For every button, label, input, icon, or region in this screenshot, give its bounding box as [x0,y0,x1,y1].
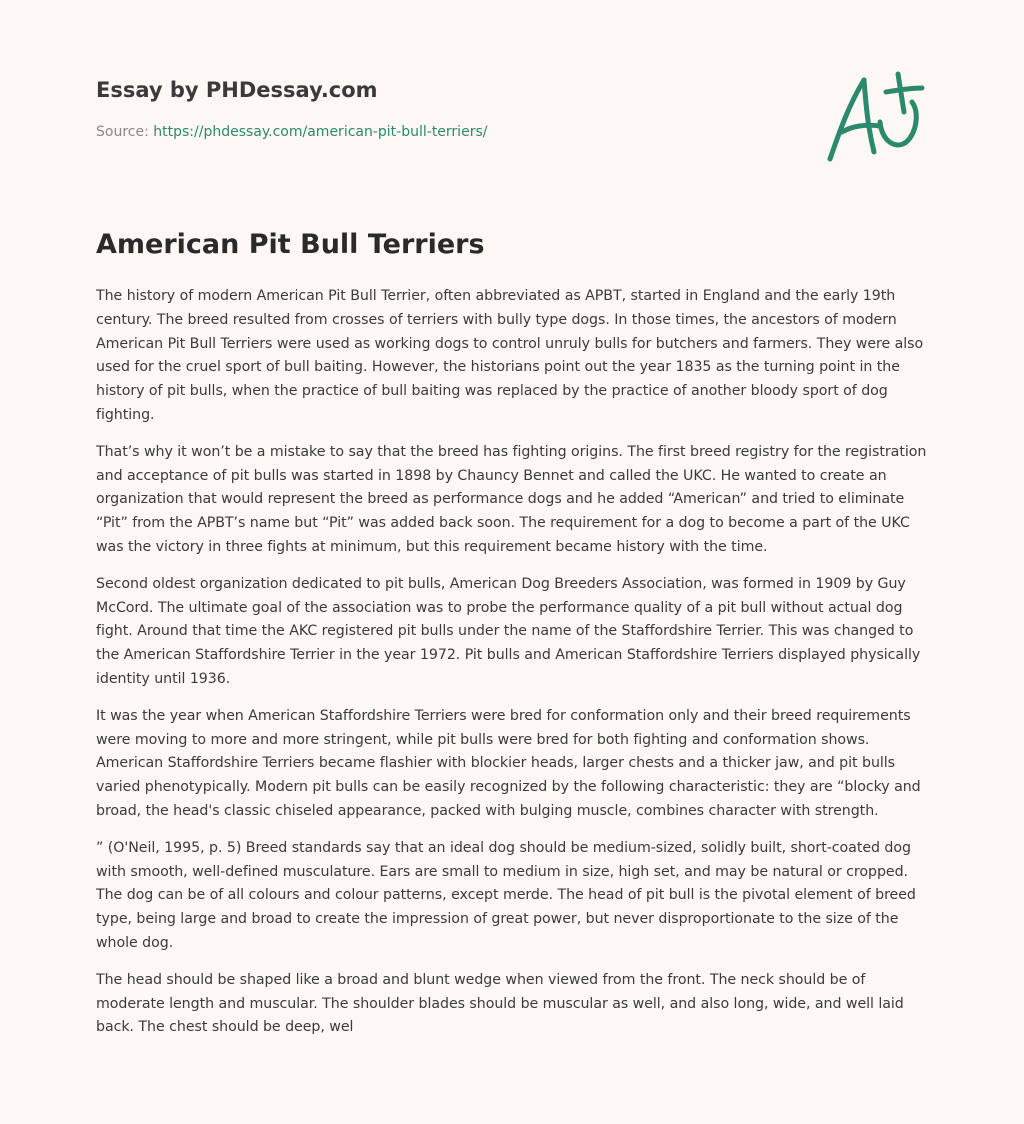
paragraph: The head should be shaped like a broad and blunt wedge when viewed from the front. The neck should be of moderate length and muscular. The shoulder blades should be muscular as well, and also long, wide, and well laid back. The chest should be deep, wel [96,971,904,1036]
site-title: Essay by PHDessay.com [96,78,378,102]
source-line [96,122,816,142]
paragraph: Second oldest organization dedicated to pit bulls, American Dog Breeders Association, was formed in 1909 by Guy McCord. The ultimate goal of the association was to probe the performance quality of a pit bull without actual dog fight. Around that time the AKC registered pit bulls under the name of the Staffordshire Terrier. This was changed to the American Staffordshire Terrier in the year 1972. Pit bulls and American Staffordshire Terriers displayed physically identity until 1936. [96,575,921,687]
site-header [96,76,816,142]
article-body [96,285,934,1110]
article-title: American Pit Bull Terriers [96,229,485,260]
source-label: Source: [96,124,149,140]
paragraph: ” (O'Neil, 1995, p. 5) Breed standards say that an ideal dog should be medium-sized, solidly built, short-coated dog with smooth, well-defined musculature. Ears are small to medium in size, high set, and may be natural or cropped. The dog can be of all colours and colour patterns, except merde. The head of pit bull is the pivotal element of breed type, being large and broad to create the impression of great power, but never disproportionate to the size of the whole dog. [96,839,916,951]
paragraph: The history of modern American Pit Bull Terrier, often abbreviated as APBT, started in England and the early 19th century. The breed resulted from crosses of terriers with bully type dogs. In those times, the ancestors of modern American Pit Bull Terriers were used as working dogs to control unruly bulls for butchers and farmers. They were also used for the cruel sport of bull baiting. However, the historians point out the year 1835 as the turning point in the history of pit bulls, when the practice of bull baiting was replaced by the practice of another bloody sport of dog fighting. [96,288,924,423]
source-link[interactable]: https://phdessay.com/american-pit-bull-terriers/ [153,124,488,140]
paragraph: That’s why it won’t be a mistake to say that the breed has fighting origins. The first breed registry for the registration and acceptance of pit bulls was started in 1898 by Chauncy Bennet and called the UKC. He wanted to create an organization that would represent the breed as performance dogs and he added “American” and tried to eliminate “Pit” from the APBT’s name but “Pit” was added back soon. The requirement for a dog to become a part of the UKC was the victory in three fights at minimum, but this requirement became history with the time. [96,443,927,555]
a-plus-logo-icon [818,66,930,166]
paragraph: It was the year when American Staffordshire Terriers were bred for conformation only and their breed requirements were moving to more and more stringent, while pit bulls were bred for both fighting and conformation shows. American Staffordshire Terriers became flashier with blockier heads, larger chests and a thicker jaw, and pit bulls varied phenotypically. Modern pit bulls can be easily recognized by the following characteristic: they are “blocky and broad, the head's classic chiseled appearance, packed with bulging muscle, combines character with strength. [96,707,921,819]
